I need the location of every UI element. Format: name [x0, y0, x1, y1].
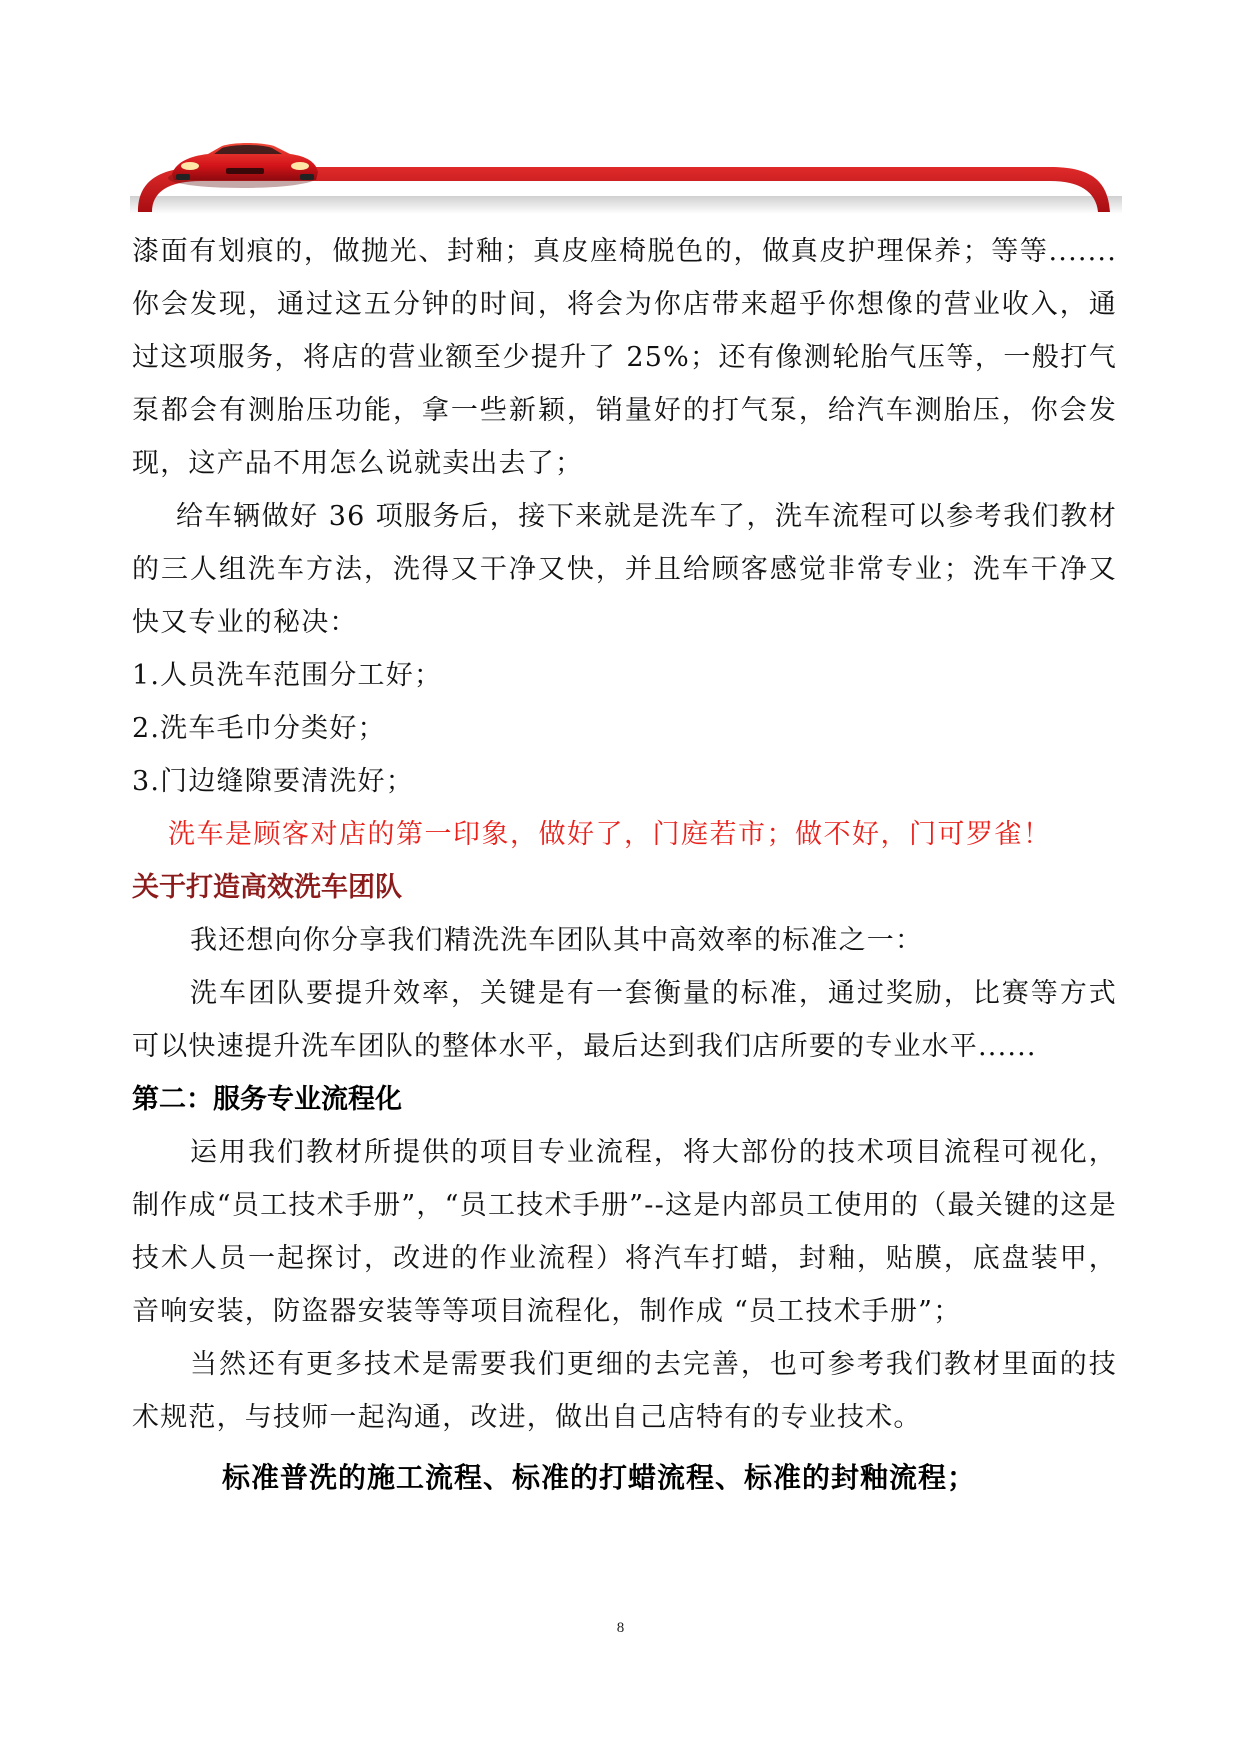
header-banner-graphic [130, 140, 1122, 214]
list-item-3: 3.门边缝隙要清洗好； [132, 766, 414, 797]
paragraph-manual: 运用我们教材所提供的项目专业流程，将大部份的技术项目流程可视化，制作成“员工技术手册”，“员工技术手册”--这是内部员工使用的（最关键的这是技术人员一起探讨，改进的作业流程）将汽车打蜡，封釉，贴膜，底盘装甲，音响安装，防盗器安装等等项目流程化，制作成 “员工技术手册”； [132, 1137, 1117, 1327]
section-heading-process: 第二：服务专业流程化 [132, 1084, 402, 1115]
list-item-1: 1.人员洗车范围分工好； [132, 660, 443, 691]
centered-heading-standard-processes: 标准普洗的施工流程、标准的打蜡流程、标准的封釉流程； [222, 1461, 977, 1494]
list-item-2: 2.洗车毛巾分类好； [132, 713, 386, 744]
page-number: 8 [616, 1620, 625, 1636]
header-banner [130, 140, 1122, 214]
paragraph-car-wash-intro: 给车辆做好 36 项服务后，接下来就是洗车了，洗车流程可以参考我们教材的三人组洗车方法，洗得又干净又快，并且给顾客感觉非常专业；洗车干净又快又专业的秘决： [132, 501, 1117, 638]
section-heading-efficient-team: 关于打造高效洗车团队 [132, 872, 402, 903]
paragraph-more-techniques: 当然还有更多技术是需要我们更细的去完善，也可参考我们教材里面的技术规范，与技师一起沟通，改进，做出自己店特有的专业技术。 [132, 1349, 1117, 1433]
highlight-statement: 洗车是顾客对店的第一印象，做好了，门庭若市；做不好，门可罗雀！ [168, 819, 1052, 850]
paragraph-scratches: 漆面有划痕的，做抛光、封釉；真皮座椅脱色的，做真皮护理保养；等等.......你会发现，通过这五分钟的时间，将会为你店带来超乎你想像的营业收入，通过这项服务，将店的营业额至少提升了 25%；还有像测轮胎气压等，一般打气泵都会有测胎压功能，拿一些新颖，销量好的打气泵，给汽车测胎压，你会发现，这产品不用怎么说就卖出去了； [132, 236, 1117, 479]
document-body [132, 225, 1117, 1508]
sports-car-icon [168, 143, 318, 188]
paragraph-team-efficiency: 洗车团队要提升效率，关键是有一套衡量的标准，通过奖励，比赛等方式可以快速提升洗车团队的整体水平，最后达到我们店所要的专业水平...... [132, 978, 1117, 1062]
paragraph-share-standard: 我还想向你分享我们精洗洗车团队其中高效率的标准之一： [190, 925, 924, 956]
